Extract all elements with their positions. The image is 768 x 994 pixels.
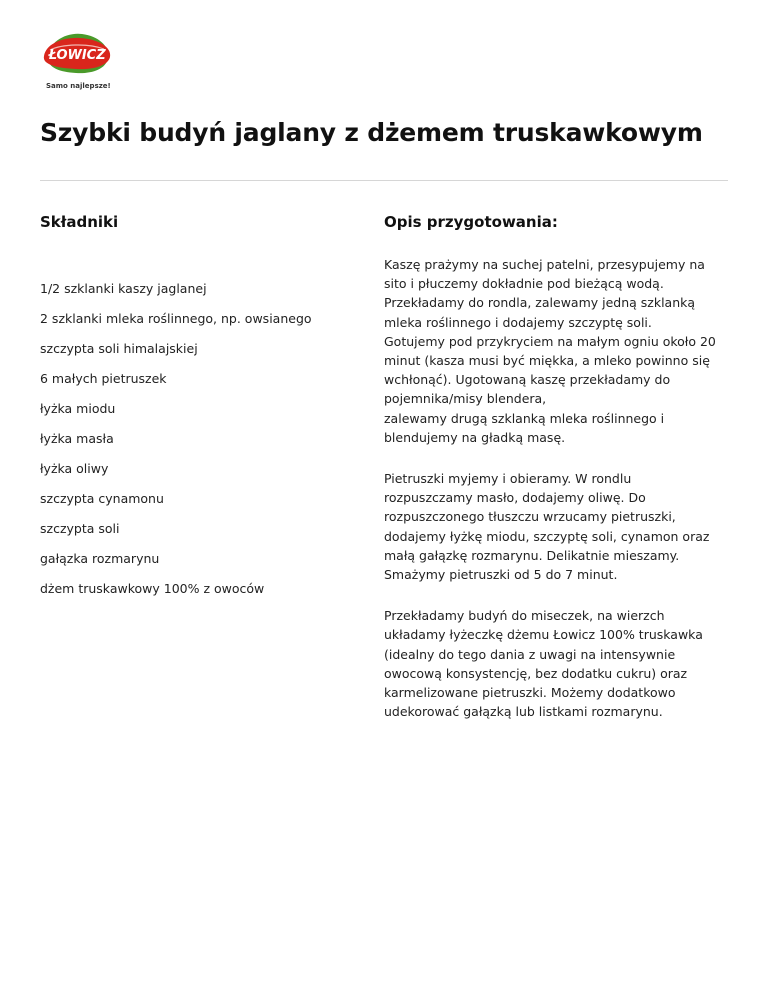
text-line: układamy łyżeczkę dżemu Łowicz 100% truskawka [384, 627, 703, 643]
ingredient-item: 6 małych pietruszek [40, 371, 167, 386]
ingredient-item: łyżka oliwy [40, 461, 109, 476]
text-line: Gotujemy pod przykryciem na małym ogniu około 20 [384, 333, 716, 349]
ingredient-item: szczypta soli [40, 521, 120, 536]
preparation-paragraph [384, 469, 730, 584]
text-line: rozpuszczonego tłuszczu wrzucamy pietruszki, [384, 509, 676, 525]
brand-tagline: Samo najlepsze! [46, 82, 111, 90]
logo-text: ŁOWICZ [48, 48, 106, 63]
ingredients-heading: Składniki [40, 213, 119, 231]
text-line: blendujemy na gładką masę. [384, 429, 566, 445]
ingredient-item: łyżka miodu [40, 401, 116, 416]
text-line: Pietruszki myjemy i obieramy. W rondlu [384, 471, 632, 487]
ingredient-item: łyżka masła [40, 431, 114, 446]
ingredient-item: dżem truskawkowy 100% z owoców [40, 581, 265, 596]
text-line: zalewamy drugą szklanką mleka roślinnego i [384, 410, 665, 426]
ingredient-item: szczypta soli himalajskiej [40, 341, 198, 356]
page-title: Szybki budyń jaglany z dżemem truskawkowym [40, 118, 703, 147]
preparation-paragraph [384, 606, 730, 721]
text-line: pojemnika/misy blendera, [384, 391, 547, 407]
text-line: Kaszę prażymy na suchej patelni, przesypujemy na [384, 257, 705, 272]
text-line: Przekładamy do rondla, zalewamy jedną szklanką [384, 295, 696, 311]
text-line: wchłonąć). Ugotowaną kaszę przekładamy do [384, 372, 671, 388]
ingredient-item: 2 szklanki mleka roślinnego, np. owsianego [40, 311, 312, 326]
preparation-paragraph [384, 255, 730, 447]
text-line: dodajemy łyżkę miodu, szczyptę soli, cynamon oraz [384, 528, 710, 544]
text-line: Przekładamy budyń do miseczek, na wierzch [384, 608, 665, 624]
text-line: karmelizowane pietruszki. Możemy dodatkowo [384, 685, 676, 701]
text-line: udekorować gałązką lub listkami rozmarynu. [384, 704, 663, 720]
ingredient-item: gałązka rozmarynu [40, 551, 160, 566]
text-line: sito i płuczemy dokładnie pod bieżącą wodą. [384, 276, 664, 292]
ingredients-list [40, 280, 312, 610]
ingredient-item: szczypta cynamonu [40, 491, 164, 506]
text-line: Smażymy pietruszki od 5 do 7 minut. [384, 567, 618, 583]
preparation-text [384, 255, 730, 743]
text-line: rozpuszczamy masło, dodajemy oliwę. Do [384, 490, 646, 506]
header-divider [40, 180, 728, 181]
text-line: owocową konsystencję, bez dodatku cukru) oraz [384, 665, 688, 681]
text-line: (idealny do tego dania z uwagi na intensywnie [384, 646, 676, 662]
ingredient-item: 1/2 szklanki kaszy jaglanej [40, 281, 207, 296]
preparation-heading: Opis przygotowania: [384, 213, 558, 231]
text-line: mleka roślinnego i dodajemy szczyptę soli. [384, 314, 652, 330]
lowicz-logo-icon [40, 28, 116, 78]
text-line: małą gałązkę rozmarynu. Delikatnie mieszamy. [384, 547, 680, 563]
text-line: minut (kasza musi być miękka, a mleko powinno się [384, 353, 710, 369]
